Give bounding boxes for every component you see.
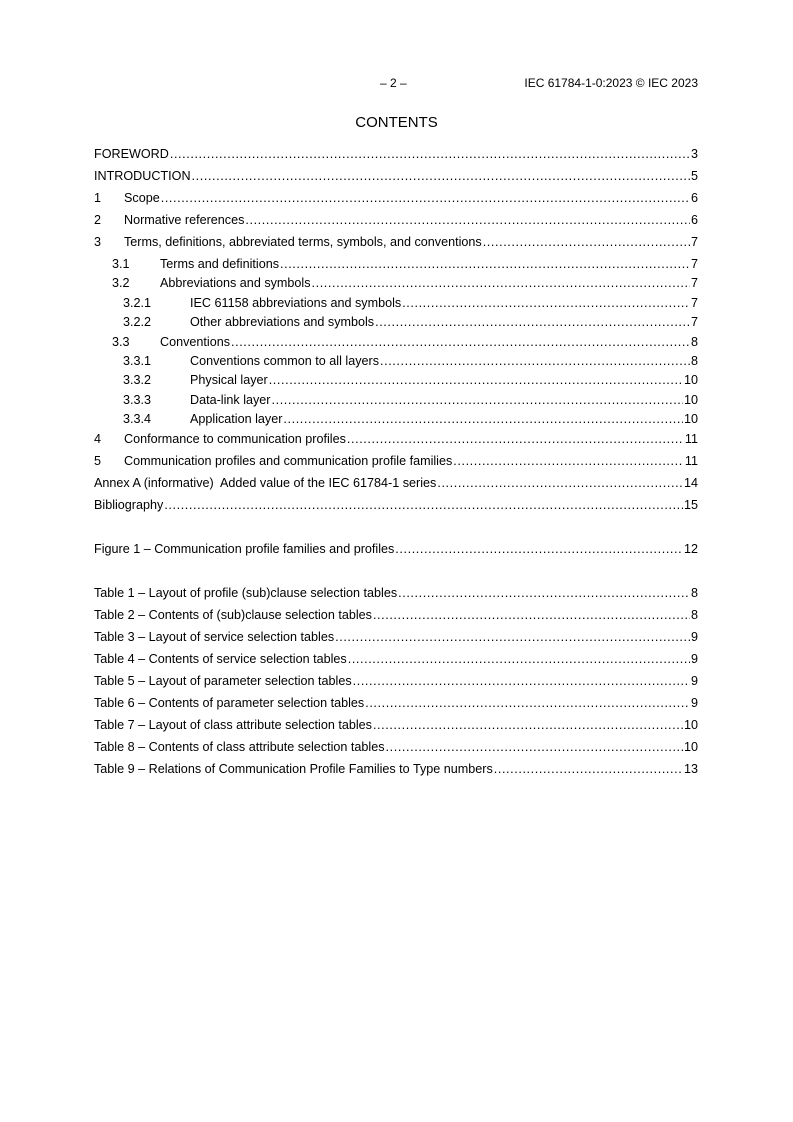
toc-entry-number: 1 <box>94 191 102 205</box>
leader-dots <box>494 761 683 777</box>
table-entry-page: 13 <box>683 761 698 776</box>
leader-dots <box>348 651 690 667</box>
table-entry-page: 9 <box>690 695 698 710</box>
leader-dots <box>373 607 690 623</box>
figure-entry-page: 12 <box>683 541 698 556</box>
toc-entry-page: 11 <box>684 453 698 468</box>
table-list-entry[interactable] <box>94 607 698 629</box>
toc-entry-scope[interactable] <box>94 190 698 212</box>
table-list-entry[interactable] <box>94 761 698 783</box>
toc-entry-annex-a[interactable] <box>94 475 698 497</box>
toc-entry-number: 3 <box>94 235 102 249</box>
leader-dots <box>380 353 690 369</box>
toc-entry-number: 3.3 <box>112 334 130 349</box>
toc-entry-introduction[interactable] <box>94 168 698 190</box>
leader-dots <box>312 275 690 291</box>
toc-entry-text: Annex A (informative) Added value of the IEC 61784-1 series <box>94 475 437 490</box>
section-gap <box>94 519 698 541</box>
table-entry-text: Table 3 – Layout of service selection tables <box>94 629 335 644</box>
toc-entry-text: Conventions common to all layers <box>190 353 379 368</box>
leader-dots <box>453 453 684 469</box>
leader-dots <box>386 739 683 755</box>
toc-entry-text: Normative references <box>124 213 245 227</box>
toc-entry-number: 3.3.1 <box>123 353 152 368</box>
table-entry-text: Table 9 – Relations of Communication Profile Families to Type numbers <box>94 761 493 776</box>
toc-entry-page: 6 <box>690 191 698 205</box>
toc-entry-text: Terms, definitions, abbreviated terms, symbols, and conventions <box>124 235 482 249</box>
table-list-entry[interactable] <box>94 673 698 695</box>
table-list-entry[interactable] <box>94 651 698 673</box>
leader-dots <box>483 234 690 250</box>
table-entry-page: 9 <box>690 651 698 666</box>
page-title: CONTENTS <box>355 114 438 131</box>
toc-entry-number: 3.2 <box>112 276 130 291</box>
leader-dots <box>269 372 683 388</box>
leader-dots <box>437 475 683 491</box>
table-entry-text: Table 1 – Layout of profile (sub)clause selection tables <box>94 585 398 600</box>
toc-entry-number: 3.2.1 <box>123 295 152 310</box>
toc-entry-page: 7 <box>690 235 698 249</box>
table-list-entry[interactable] <box>94 739 698 761</box>
table-entry-text: Table 2 – Contents of (sub)clause selection tables <box>94 607 372 622</box>
toc-entry-number: 3.2.2 <box>123 315 152 330</box>
toc-entry-page: 5 <box>690 169 698 183</box>
toc-entry-number: 3.3.4 <box>123 412 152 427</box>
toc-entry-data-link-layer[interactable] <box>94 392 698 411</box>
toc-entry-page: 11 <box>684 431 698 446</box>
toc-entry-page: 6 <box>690 213 698 227</box>
table-of-contents <box>94 146 698 783</box>
toc-entry-terms-definitions[interactable] <box>94 256 698 275</box>
toc-entry-bibliography[interactable] <box>94 497 698 519</box>
toc-entry-physical-layer[interactable] <box>94 372 698 391</box>
toc-entry-conformance[interactable] <box>94 431 698 453</box>
table-list-entry[interactable] <box>94 585 698 607</box>
toc-entry-text: Terms and definitions <box>160 257 280 271</box>
toc-entry-normative-references[interactable] <box>94 212 698 234</box>
leader-dots <box>395 541 683 557</box>
leader-dots <box>353 673 690 689</box>
toc-entry-number: 4 <box>94 431 102 446</box>
table-entry-page: 10 <box>683 739 698 754</box>
table-entry-page: 9 <box>690 629 698 644</box>
toc-entry-text: Data-link layer <box>190 392 271 407</box>
toc-entry-page: 10 <box>683 392 698 407</box>
toc-entry-abbreviations[interactable] <box>94 275 698 294</box>
toc-entry-text: INTRODUCTION <box>94 169 191 183</box>
toc-entry-page: 7 <box>690 315 698 330</box>
leader-dots <box>231 334 690 350</box>
toc-entry-other-abbreviations[interactable] <box>94 314 698 333</box>
table-entry-text: Table 5 – Layout of parameter selection tables <box>94 673 352 688</box>
table-entry-text: Table 7 – Layout of class attribute selection tables <box>94 717 372 732</box>
table-entry-page: 9 <box>690 673 698 688</box>
toc-entry-page: 10 <box>683 373 698 388</box>
toc-entry-communication-profiles[interactable] <box>94 453 698 475</box>
leader-dots <box>402 295 690 311</box>
figure-entry-text: Figure 1 – Communication profile families and profiles <box>94 541 395 556</box>
toc-entry-text: Application layer <box>190 412 283 427</box>
table-entry-text: Table 4 – Contents of service selection tables <box>94 651 347 666</box>
toc-entry-conventions[interactable] <box>94 334 698 353</box>
leader-dots <box>335 629 690 645</box>
toc-entry-foreword[interactable] <box>94 146 698 168</box>
toc-entry-page: 10 <box>683 412 698 427</box>
leader-dots <box>161 190 690 206</box>
leader-dots <box>245 212 690 228</box>
document-id: IEC 61784-1-0:2023 © IEC 2023 <box>524 76 698 90</box>
leader-dots <box>347 431 684 447</box>
toc-entry-application-layer[interactable] <box>94 411 698 430</box>
toc-entry-conventions-common[interactable] <box>94 353 698 372</box>
toc-entry-text: IEC 61158 abbreviations and symbols <box>190 295 402 310</box>
leader-dots <box>365 695 690 711</box>
toc-entry-page: 3 <box>690 147 698 161</box>
toc-entry-number: 3.1 <box>112 257 130 271</box>
leader-dots <box>375 314 690 330</box>
leader-dots <box>272 392 683 408</box>
toc-entry-text: Bibliography <box>94 497 164 512</box>
toc-entry-page: 7 <box>690 295 698 310</box>
section-gap <box>94 563 698 585</box>
toc-entry-number: 3.3.3 <box>123 392 152 407</box>
toc-entry-number: 3.3.2 <box>123 373 152 388</box>
table-list-entry[interactable] <box>94 629 698 651</box>
toc-entry-iec-61158-abbreviations[interactable] <box>94 295 698 314</box>
leader-dots <box>170 146 690 162</box>
toc-entry-text: Conformance to communication profiles <box>124 431 346 446</box>
toc-entry-page: 7 <box>690 257 698 271</box>
table-entry-text: Table 8 – Contents of class attribute selection tables <box>94 739 385 754</box>
toc-entry-text: Conventions <box>160 334 231 349</box>
toc-entry-text: FOREWORD <box>94 147 169 161</box>
leader-dots <box>280 256 690 272</box>
toc-entry-number: 5 <box>94 453 102 468</box>
leader-dots <box>283 411 683 427</box>
page-header <box>0 76 793 92</box>
toc-entry-page: 7 <box>690 276 698 291</box>
toc-entry-page: 8 <box>690 334 698 349</box>
table-list-entry[interactable] <box>94 717 698 739</box>
table-entry-page: 10 <box>683 717 698 732</box>
table-entry-page: 8 <box>690 585 698 600</box>
leader-dots <box>373 717 683 733</box>
table-entry-text: Table 6 – Contents of parameter selection tables <box>94 695 365 710</box>
leader-dots <box>164 497 683 513</box>
toc-entry-text: Scope <box>124 191 160 205</box>
leader-dots <box>192 168 690 184</box>
page-number: – 2 – <box>380 76 407 90</box>
toc-entry-text: Abbreviations and symbols <box>160 276 311 291</box>
leader-dots <box>398 585 690 601</box>
toc-entry-page: 8 <box>690 353 698 368</box>
toc-entry-page: 15 <box>683 497 698 512</box>
toc-entry-text: Physical layer <box>190 373 268 388</box>
table-entry-page: 8 <box>690 607 698 622</box>
toc-entry-page: 14 <box>683 475 698 490</box>
toc-entry-text: Other abbreviations and symbols <box>190 315 375 330</box>
figure-list-entry[interactable] <box>94 541 698 563</box>
table-list-entry[interactable] <box>94 695 698 717</box>
toc-entry-number: 2 <box>94 213 102 227</box>
toc-entry-terms[interactable] <box>94 234 698 256</box>
toc-entry-text: Communication profiles and communication profile families <box>124 453 453 468</box>
